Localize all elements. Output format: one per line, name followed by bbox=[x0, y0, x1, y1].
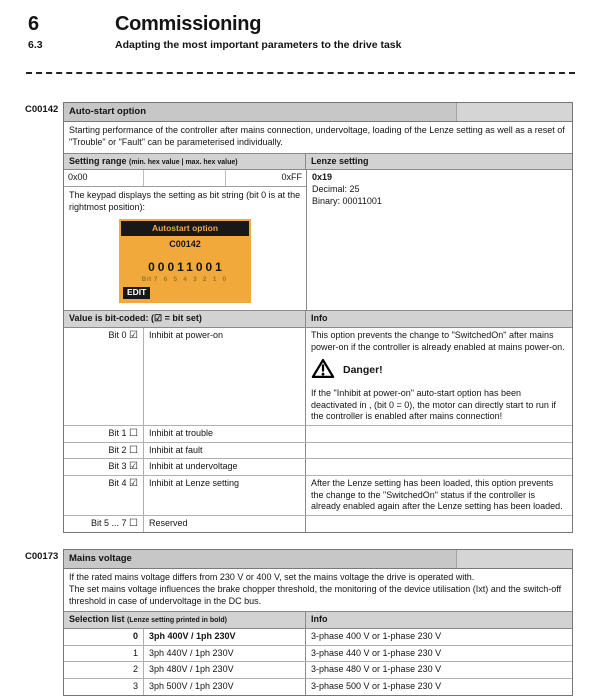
setting-range-note: (min. hex value | max. hex value) bbox=[129, 158, 238, 166]
range-max-value: 0xFF bbox=[281, 172, 302, 183]
info-column-header: Info bbox=[311, 313, 328, 324]
option-2-label: 3ph 480V / 1ph 230V bbox=[144, 662, 306, 678]
range-min-value: 0x00 bbox=[64, 170, 144, 186]
bit-coded-label: Value is bit-coded: bbox=[69, 313, 149, 324]
bit-0-info-text-2: If the "Inhibit at power-on" auto-start option has been deactivated in , (bit 0 = 0), the motor can directly start to run if the controller is enabled after mains connection! bbox=[311, 387, 556, 422]
selection-list-note: (Lenze setting printed in bold) bbox=[127, 617, 227, 625]
bit-4-label: Bit 4 bbox=[108, 478, 127, 489]
bit-row-1 bbox=[64, 426, 572, 443]
option-1-label: 3ph 440V / 1ph 230V bbox=[144, 646, 306, 662]
bit-5-7-name: Reserved bbox=[144, 516, 306, 532]
lenze-setting-cell bbox=[306, 170, 572, 310]
param-title-row bbox=[64, 550, 572, 569]
chapter-title: Commissioning bbox=[115, 13, 262, 35]
option-2-info: 3-phase 480 V or 1-phase 230 V bbox=[311, 664, 442, 675]
param-code-label: C00142 bbox=[25, 104, 59, 115]
keypad-display bbox=[119, 219, 251, 303]
bit-row-0 bbox=[64, 328, 572, 426]
bit-2-info bbox=[306, 443, 572, 459]
bit-3-id-cell bbox=[64, 459, 144, 475]
keypad-bit-numbers: 7 6 5 4 3 2 1 0 bbox=[153, 275, 229, 283]
option-1-value: 1 bbox=[64, 646, 144, 662]
option-1-info: 3-phase 440 V or 1-phase 230 V bbox=[311, 647, 442, 658]
bit-0-info-text: This option prevents the change to "SwitchedOn" after mains power-on if the controller is already enabled at mains power-on. bbox=[311, 329, 565, 352]
bit-coded-note: (☑ = bit set) bbox=[151, 313, 202, 324]
bit-coded-header-row bbox=[64, 311, 572, 328]
dashed-separator bbox=[26, 72, 575, 74]
keypad-note: The keypad displays the setting as bit string (bit 0 is at the rightmost position): bbox=[69, 190, 301, 212]
option-row-1 bbox=[64, 646, 572, 663]
bit-0-label: Bit 0 bbox=[108, 329, 127, 340]
keypad-title-bar: Autostart option bbox=[121, 221, 249, 235]
bit-5-7-info bbox=[306, 516, 572, 532]
param-title-spacer bbox=[456, 550, 572, 568]
keypad-edit-badge: EDIT bbox=[123, 287, 150, 299]
option-row-2 bbox=[64, 662, 572, 679]
bit-row-4 bbox=[64, 476, 572, 516]
bit-4-name: Inhibit at Lenze setting bbox=[144, 476, 306, 515]
chapter-number: 6 bbox=[28, 13, 40, 35]
option-row-0 bbox=[64, 629, 572, 646]
param-title: Auto-start option bbox=[69, 106, 147, 117]
option-0-value: 0 bbox=[64, 629, 144, 645]
option-3-label: 3ph 500V / 1ph 230V bbox=[144, 679, 306, 695]
setting-range-label: Setting range bbox=[69, 155, 127, 166]
keypad-code: C00142 bbox=[169, 238, 201, 249]
param-code-label: C00173 bbox=[25, 550, 59, 562]
section-title: Adapting the most important parameters to the drive task bbox=[115, 39, 402, 51]
bit-3-label: Bit 3 bbox=[108, 461, 127, 472]
bit-1-checkbox-unchecked-icon: ☐ bbox=[129, 428, 138, 440]
option-3-value: 3 bbox=[64, 679, 144, 695]
bit-2-checkbox-unchecked-icon: ☐ bbox=[129, 444, 138, 456]
bit-0-name: Inhibit at power-on bbox=[144, 328, 306, 425]
selection-list-label: Selection list bbox=[69, 614, 125, 625]
bit-2-id-cell bbox=[64, 443, 144, 459]
bit-0-id-cell bbox=[64, 328, 144, 425]
param-title-spacer bbox=[456, 103, 572, 121]
bit-5-7-checkbox-unchecked-icon: ☐ bbox=[129, 518, 138, 530]
bit-row-5-7 bbox=[64, 516, 572, 532]
selection-list-header-row bbox=[64, 612, 572, 629]
bit-5-7-label: Bit 5 ... 7 bbox=[90, 518, 127, 529]
danger-note bbox=[311, 358, 567, 384]
setting-range-header bbox=[64, 154, 306, 170]
keypad-bit-label: Bit bbox=[141, 275, 152, 283]
param-description: Starting performance of the controller after mains connection, undervoltage, loading of the Lenze setting as well as a reset of "Trouble" or "Fault" can be parameterised individually. bbox=[64, 122, 572, 153]
description-line-1: If the rated mains voltage differs from 230 V or 400 V, set the mains voltage the drive is operated with. bbox=[69, 572, 475, 583]
keypad-bit-scale bbox=[121, 276, 249, 284]
keypad-bit-value: 00011001 bbox=[148, 260, 225, 275]
range-column bbox=[64, 170, 306, 310]
bit-4-info: After the Lenze setting has been loaded, this option prevents the change to the "SwitchedOn" status if the controller is already enabled again after the Lenze setting has been loaded. bbox=[311, 478, 563, 512]
option-0-info: 3-phase 400 V or 1-phase 230 V bbox=[311, 630, 442, 641]
range-row bbox=[64, 170, 306, 187]
param-table-c00142 bbox=[63, 102, 573, 533]
danger-label: Danger! bbox=[343, 364, 383, 377]
lenze-setting-binary: Binary: 00011001 bbox=[312, 195, 382, 206]
bit-4-id-cell bbox=[64, 476, 144, 515]
lenze-setting-value: 0x19 bbox=[312, 172, 333, 183]
range-and-keypad-area bbox=[64, 170, 572, 311]
option-3-info: 3-phase 500 V or 1-phase 230 V bbox=[311, 681, 442, 692]
lenze-setting-header: Lenze setting bbox=[311, 155, 369, 166]
section-number: 6.3 bbox=[28, 39, 43, 51]
option-2-value: 2 bbox=[64, 662, 144, 678]
bit-3-checkbox-checked-icon: ☑ bbox=[129, 461, 138, 473]
param-block-c00142 bbox=[0, 102, 602, 533]
param-title-row bbox=[64, 103, 572, 122]
option-row-3 bbox=[64, 679, 572, 695]
bit-row-3 bbox=[64, 459, 572, 476]
bit-0-info bbox=[306, 328, 572, 425]
lenze-setting-decimal: Decimal: 25 bbox=[312, 184, 360, 195]
description-line-2: The set mains voltage influences the brake chopper threshold, the monitoring of the device utilisation (Ixt) and the switch-off threshold in case of undervoltage in the DC bus. bbox=[69, 583, 562, 606]
bit-1-name: Inhibit at trouble bbox=[144, 426, 306, 442]
bit-3-name: Inhibit at undervoltage bbox=[144, 459, 306, 475]
bit-3-info bbox=[306, 459, 572, 475]
bit-4-checkbox-checked-icon: ☑ bbox=[129, 478, 138, 490]
range-middle-cell bbox=[144, 170, 226, 186]
bit-1-info bbox=[306, 426, 572, 442]
bit-2-name: Inhibit at fault bbox=[144, 443, 306, 459]
option-0-label: 3ph 400V / 1ph 230V bbox=[144, 629, 306, 645]
bit-1-id-cell bbox=[64, 426, 144, 442]
param-description bbox=[64, 569, 572, 612]
bit-5-7-id-cell bbox=[64, 516, 144, 532]
setting-range-header-row bbox=[64, 154, 572, 171]
section-header bbox=[0, 39, 602, 51]
param-block-c00173 bbox=[0, 549, 602, 696]
bit-0-checkbox-checked-icon: ☑ bbox=[129, 329, 138, 341]
param-table-c00173 bbox=[63, 549, 573, 696]
bit-row-2 bbox=[64, 443, 572, 460]
chapter-header bbox=[0, 13, 602, 36]
selection-list-header bbox=[64, 612, 306, 628]
keypad-edit-line bbox=[121, 287, 249, 299]
bit-2-label: Bit 2 bbox=[108, 444, 127, 455]
warning-triangle-icon bbox=[311, 358, 335, 384]
param-title: Mains voltage bbox=[69, 552, 132, 564]
info-column-header: Info bbox=[311, 614, 328, 625]
bit-coded-header bbox=[64, 311, 306, 327]
bit-1-label: Bit 1 bbox=[108, 428, 127, 439]
